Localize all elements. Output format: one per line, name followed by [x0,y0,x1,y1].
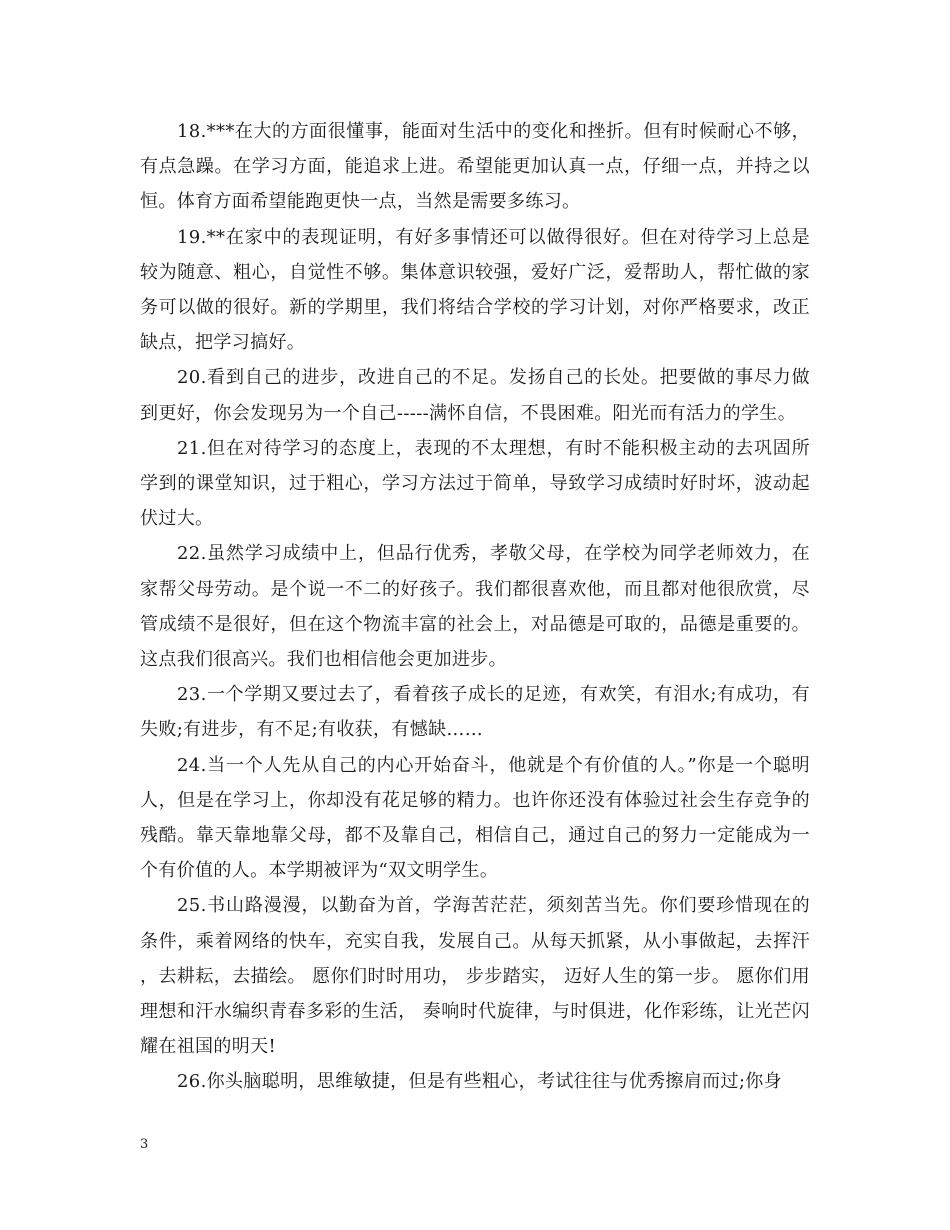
paragraph-18: 18.***在大的方面很懂事，能面对生活中的变化和挫折。但有时候耐心不够，有点急躁。在学习方面，能追求上进。希望能更加认真一点，仔细一点，并持之以恒。体育方面希望能跑更快一点，当然是需要多练习。 [140,121,810,213]
paragraph-26: 26.你头脑聪明，思维敏捷，但是有些粗心，考试往往与优秀擦肩而过;你身 [177,1071,782,1093]
page-number: 3 [140,1137,149,1152]
paragraph-20: 20.看到自己的进步，改进自己的不足。发扬自己的长处。把要做的事尽力做到更好，你会发现另为一个自己-----满怀自信，不畏困难。阳光而有活力的学生。 [140,367,810,424]
paragraph-22: 22.虽然学习成绩中上，但品行优秀，孝敬父母，在学校为同学老师效力，在家帮父母劳动。是个说一不二的好孩子。我们都很喜欢他，而且都对他很欣赏，尽管成绩不是很好，但在这个物流丰富的社会上，对品德是可取的，品德是重要的。这点我们很高兴。我们也相信他会更加进步。 [140,543,810,671]
paragraph-24: 24.当一个人先从自己的内心开始奋斗，他就是个有价值的人。”你是一个聪明人，但是在学习上，你却没有花足够的精力。也许你还没有体验过社会生存竞争的残酷。靠天靠地靠父母，都不及靠自己，相信自己，通过自己的努力一定能成为一个有价值的人。本学期被评为“双文明学生。 [140,754,810,882]
document-body [140,114,810,1100]
paragraph-21: 21.但在对待学习的态度上，表现的不太理想，有时不能积极主动的去巩固所学到的课堂知识，过于粗心，学习方法过于简单，导致学习成绩时好时坏，波动起伏过大。 [140,437,810,530]
paragraph-23: 23.一个学期又要过去了，看着孩子成长的足迹，有欢笑，有泪水;有成功，有失败;有进步，有不足;有收获，有憾缺…… [140,684,810,741]
paragraph-19: 19.**在家中的表现证明，有好多事情还可以做得很好。但在对待学习上总是较为随意、粗心，自觉性不够。集体意识较强，爱好广泛，爱帮助人，帮忙做的家务可以做的很好。新的学期里，我们将结合学校的学习计划，对你严格要求，改正缺点，把学习搞好。 [140,226,810,354]
paragraph-25: 25.书山路漫漫，以勤奋为首，学海苦茫茫，须刻苦当先。你们要珍惜现在的条件，乘着网络的快车，充实自我，发展自己。从每天抓紧，从小事做起，去挥汗，去耕耘，去描绘。 愿你们时时用功， 步步踏实， 迈好人生的第一步。 愿你们用理想和汗水编织青春多彩的生活， 奏响时代旋律，与时俱进，化作彩练，让光芒闪耀在祖国的明天! [140,895,810,1058]
